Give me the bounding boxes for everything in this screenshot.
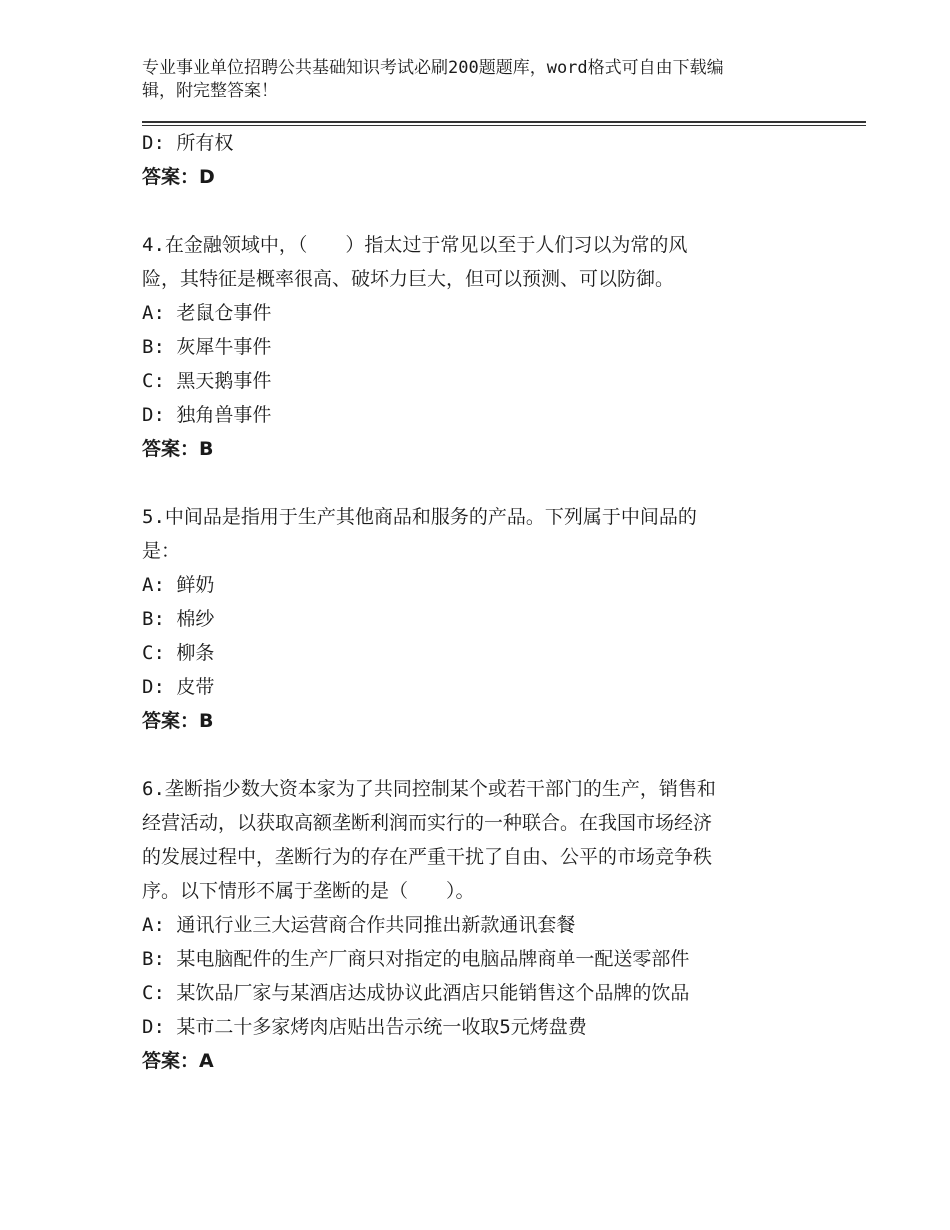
question-3-tail	[142, 126, 802, 194]
option-b: B: 棉纱	[142, 608, 215, 630]
page-header	[142, 57, 792, 103]
answer: 答案：B	[142, 710, 214, 732]
option-b: B: 灰犀牛事件	[142, 336, 272, 358]
option-a: A: 老鼠仓事件	[142, 302, 272, 324]
header-text-line1: 专业事业单位招聘公共基础知识考试必刷200题题库，word格式可自由下载编	[142, 58, 724, 78]
option-d: D: 独角兽事件	[142, 404, 272, 426]
spacer	[142, 194, 802, 228]
option-c: C: 黑天鹅事件	[142, 370, 272, 392]
option-a: A: 通讯行业三大运营商合作共同推出新款通讯套餐	[142, 914, 576, 936]
option-a: A: 鲜奶	[142, 574, 215, 596]
option-d: D: 所有权	[142, 132, 234, 154]
question-stem-line: 6.垄断指少数大资本家为了共同控制某个或若干部门的生产，销售和	[142, 778, 716, 800]
question-stem-line: 险，其特征是概率很高、破坏力巨大，但可以预测、可以防御。	[142, 268, 675, 290]
question-5	[142, 500, 802, 738]
question-stem-line: 的发展过程中，垄断行为的存在严重干扰了自由、公平的市场竞争秩	[142, 846, 713, 868]
option-b: B: 某电脑配件的生产厂商只对指定的电脑品牌商单一配送零部件	[142, 948, 690, 970]
option-c: C: 柳条	[142, 642, 215, 664]
document-body	[142, 126, 802, 1078]
header-divider-thick	[142, 121, 866, 123]
question-6	[142, 772, 802, 1078]
answer: 答案：A	[142, 1050, 214, 1072]
question-stem-line: 序。以下情形不属于垄断的是（ ）。	[142, 880, 475, 902]
question-4	[142, 228, 802, 466]
spacer	[142, 738, 802, 772]
option-d: D: 某市二十多家烤肉店贴出告示统一收取5元烤盘费	[142, 1016, 587, 1038]
option-d: D: 皮带	[142, 676, 215, 698]
answer: 答案：B	[142, 438, 214, 460]
answer: 答案：D	[142, 166, 215, 188]
question-stem-line: 5.中间品是指用于生产其他商品和服务的产品。下列属于中间品的	[142, 506, 697, 528]
question-stem-line: 4.在金融领域中，（ ）指太过于常见以至于人们习以为常的风	[142, 234, 688, 256]
question-stem-line: 是：	[142, 540, 181, 562]
spacer	[142, 466, 802, 500]
option-c: C: 某饮品厂家与某酒店达成协议此酒店只能销售这个品牌的饮品	[142, 982, 690, 1004]
question-stem-line: 经营活动，以获取高额垄断利润而实行的一种联合。在我国市场经济	[142, 812, 713, 834]
header-text-line2: 辑，附完整答案！	[142, 81, 278, 101]
